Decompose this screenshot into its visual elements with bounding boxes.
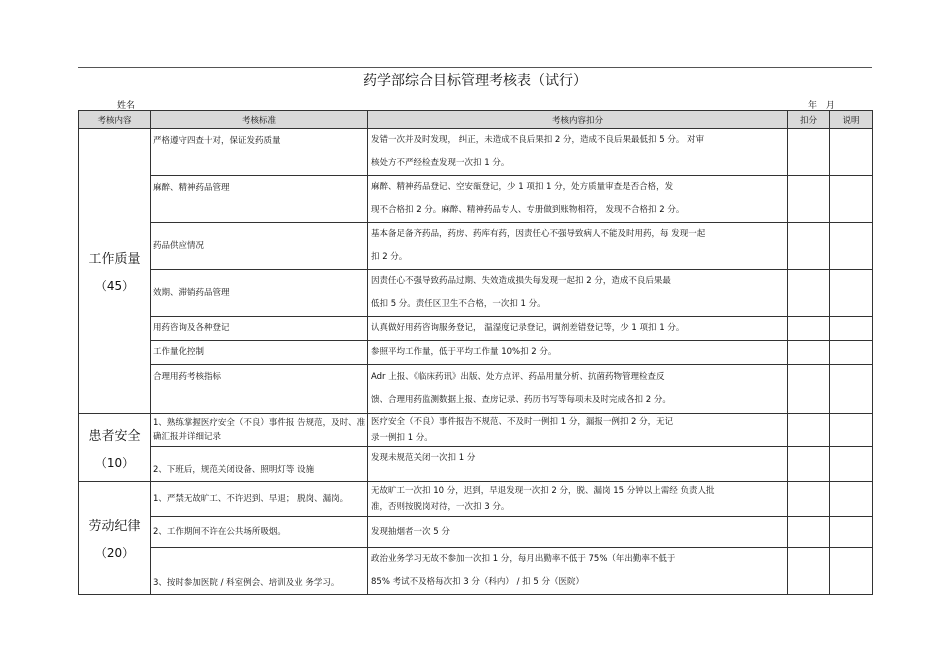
standard-cell: 2、下班后，规范关闭设备、照明灯等 设施 [151, 447, 368, 482]
points-cell [788, 317, 830, 341]
points-cell [788, 341, 830, 365]
deduction-cell [368, 414, 788, 447]
table-row [79, 482, 873, 517]
deduction-line: 麻醉、精神药品登记、空安瓿登记，少 1 项扣 1 分，处方质量审查是否合格，发 [371, 182, 674, 192]
standard-cell: 效期、滞销药品管理 [151, 270, 368, 317]
deduction-line: 现不合格扣 2 分。麻醉、精神药品专人、专册做到账物相符， 发现不合格扣 2 分。 [371, 205, 685, 215]
deduction-cell [368, 517, 788, 548]
deduction-line: 基本备足备齐药品，药房、药库有药，因责任心不强导致病人不能及时用药，每 发现一起 [371, 229, 706, 239]
deduction-line: 政治业务学习无故不参加一次扣 1 分，每月出勤率不低于 75%（年出勤率不低于 [371, 554, 676, 564]
deduction-line: 85% 考试不及格每次扣 3 分（科内） / 扣 5 分（医院） [371, 577, 584, 587]
deduction-cell [368, 176, 788, 223]
section-score: （20） [94, 546, 135, 560]
standard-cell: 药品供应情况 [151, 223, 368, 270]
notes-cell [830, 176, 873, 223]
top-rule [78, 67, 872, 68]
deduction-line: 馈、合理用药监测数据上报、查房记录、药历书写等每项未及时完成各扣 2 分。 [371, 395, 671, 405]
points-cell [788, 517, 830, 548]
section-name: 工作质量 [88, 252, 141, 267]
standard-cell: 2、工作期间不许在公共场所吸烟。 [151, 517, 368, 548]
table-row [79, 341, 873, 365]
section-name: 患者安全 [88, 428, 141, 444]
section-cell [79, 414, 151, 482]
points-cell [788, 176, 830, 223]
deduction-cell [368, 447, 788, 482]
table-row [79, 176, 873, 223]
deduction-line: 低扣 5 分。责任区卫生不合格，一次扣 1 分。 [371, 299, 546, 309]
deduction-cell [368, 365, 788, 414]
notes-cell [830, 365, 873, 414]
notes-cell [830, 341, 873, 365]
deduction-line: Adr 上报、《临床药讯》出版、处方点评、药品用量分析、抗菌药物管理检查反 [371, 372, 665, 382]
points-cell [788, 270, 830, 317]
standard-cell: 用药咨询及各种登记 [151, 317, 368, 341]
standard-cell: 1、熟练掌握医疗安全（不良）事件报 告规范，及时、准确汇报并详细记录 [151, 414, 368, 447]
deduction-line: 核处方不严经检查发现一次扣 1 分。 [371, 158, 510, 168]
deduction-cell [368, 341, 788, 365]
points-cell [788, 482, 830, 517]
points-cell [788, 414, 830, 447]
deduction-cell [368, 548, 788, 595]
standard-cell: 合理用药考核指标 [151, 365, 368, 414]
section-cell [79, 129, 151, 414]
deduction-cell [368, 223, 788, 270]
standard-cell: 麻醉、精神药品管理 [151, 176, 368, 223]
table-row [79, 129, 873, 176]
table-row [79, 447, 873, 482]
header-notes: 说明 [830, 111, 873, 129]
points-cell [788, 548, 830, 595]
standard-cell: 1、严禁无故旷工、不许迟到、早退； 脱岗、漏岗。 [151, 482, 368, 517]
deduction-line: 因责任心不强导致药品过期、失效造成损失每发现一起扣 2 分，造成不良后果最 [371, 276, 671, 286]
deduction-line: 发现未规范关闭一次扣 1 分 [371, 453, 476, 463]
notes-cell [830, 517, 873, 548]
deduction-line: 医疗安全（不良）事件报告不规范、不及时一例扣 1 分，漏报一例扣 2 分，无记 [371, 417, 674, 427]
section-cell [79, 482, 151, 595]
notes-cell [830, 270, 873, 317]
deduction-cell [368, 270, 788, 317]
name-label: 姓名 [117, 101, 136, 111]
notes-cell [830, 548, 873, 595]
points-cell [788, 447, 830, 482]
notes-cell [830, 317, 873, 341]
table-row [79, 270, 873, 317]
header-deduction: 考核内容扣分 [368, 111, 788, 129]
deduction-line: 录一例扣 1 分。 [371, 433, 433, 443]
notes-cell [830, 447, 873, 482]
table-row [79, 548, 873, 595]
deduction-cell [368, 317, 788, 341]
standard-cell: 3、按时参加医院 / 科室例会、培训及业 务学习。 [151, 548, 368, 595]
deduction-line: 无故旷工一次扣 10 分，迟到，早退发现一次扣 2 分，脱、漏岗 15 分钟以上需经 负责人批 [371, 486, 715, 496]
points-cell [788, 223, 830, 270]
deduction-line: 认真做好用药咨询服务登记， 温湿度记录登记，调剂差错登记等，少 1 项扣 1 分。 [371, 323, 685, 333]
deduction-line: 准，否则按脱岗对待，一次扣 3 分。 [371, 502, 510, 512]
points-cell [788, 365, 830, 414]
deduction-cell [368, 129, 788, 176]
table-row [79, 223, 873, 270]
notes-cell [830, 482, 873, 517]
notes-cell [830, 223, 873, 270]
deduction-cell [368, 482, 788, 517]
assessment-table [78, 110, 873, 595]
table-row [79, 517, 873, 548]
notes-cell [830, 414, 873, 447]
table-row [79, 414, 873, 447]
standard-cell: 严格遵守四查十对，保证发药质量 [151, 129, 368, 176]
header-points: 扣分 [788, 111, 830, 129]
notes-cell [830, 129, 873, 176]
standard-cell: 工作量化控制 [151, 341, 368, 365]
year-month-label: 年 月 [808, 101, 835, 111]
table-header-row [79, 111, 873, 129]
section-score: （10） [94, 455, 135, 470]
deduction-line: 发现抽烟者一次 5 分 [371, 526, 450, 537]
table-row [79, 317, 873, 341]
deduction-line: 扣 2 分。 [371, 252, 408, 262]
deduction-line: 发错一次并及时发现， 纠正，未造成不良后果扣 2 分，造成不良后果最低扣 5 分。 对审 [371, 135, 705, 145]
section-name: 劳动纪律 [88, 519, 141, 534]
deduction-line: 参照平均工作量，低于平均工作量 10%扣 2 分。 [371, 347, 557, 357]
points-cell [788, 129, 830, 176]
header-standard: 考核标准 [151, 111, 368, 129]
page-title: 药学部综合目标管理考核表（试行） [363, 73, 587, 89]
header-content: 考核内容 [79, 111, 151, 129]
table-row [79, 365, 873, 414]
section-score: （45） [94, 279, 135, 293]
